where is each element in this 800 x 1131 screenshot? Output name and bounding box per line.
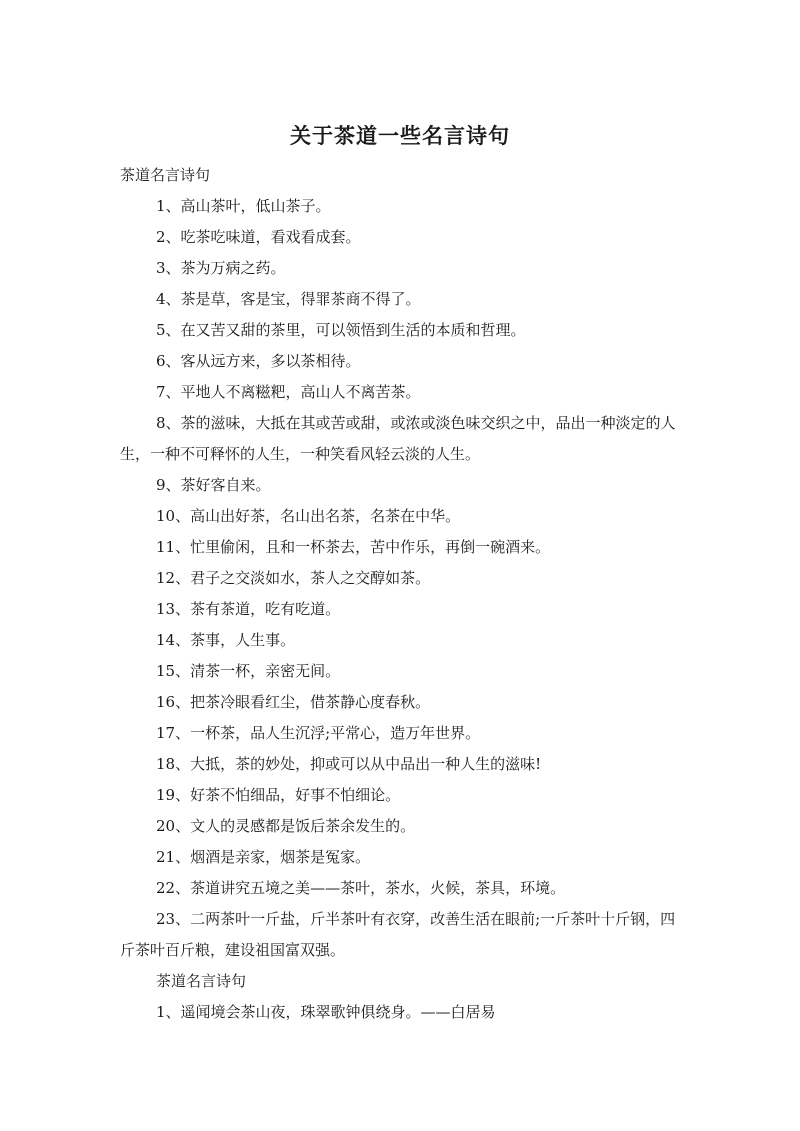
list-item: 15、清茶一杯，亲密无间。 xyxy=(156,662,341,680)
list-item: 19、好茶不怕细品，好事不怕细论。 xyxy=(156,786,401,804)
list-item: 16、把茶冷眼看红尘，借茶静心度春秋。 xyxy=(156,693,431,711)
document-body xyxy=(120,160,690,1028)
list-item: 6、客从远方来，多以茶相待。 xyxy=(156,352,361,370)
list-item: 11、忙里偷闲，且和一杯茶去，苦中作乐，再倒一碗酒来。 xyxy=(156,538,551,556)
list-item: 18、大抵，茶的妙处，抑或可以从中品出一种人生的滋味! xyxy=(156,755,542,773)
list-item: 22、茶道讲究五境之美——茶叶，茶水，火候，茶具，环境。 xyxy=(156,879,566,897)
list-item: 5、在又苦又甜的茶里，可以领悟到生活的本质和哲理。 xyxy=(156,321,526,339)
section-heading: 茶道名言诗句 xyxy=(120,166,211,184)
list-item: 23、二两茶叶一斤盐，斤半茶叶有衣穿，改善生活在眼前;一斤茶叶十斤钢，四斤茶叶百斤粮，建设祖国富双强。 xyxy=(120,910,676,959)
list-item: 13、茶有茶道，吃有吃道。 xyxy=(156,600,341,618)
list-item: 2、吃茶吃味道，看戏看成套。 xyxy=(156,228,361,246)
list-item: 3、茶为万病之药。 xyxy=(156,259,286,277)
list-item: 14、茶事，人生事。 xyxy=(156,631,296,649)
list-item: 4、茶是草，客是宝，得罪茶商不得了。 xyxy=(156,290,421,308)
list-item: 20、文人的灵感都是饭后茶余发生的。 xyxy=(156,817,416,835)
list-item: 8、茶的滋味，大抵在其或苦或甜，或浓或淡色味交织之中，品出一种淡定的人生，一种不可释怀的人生，一种笑看风轻云淡的人生。 xyxy=(120,414,676,463)
list-item: 12、君子之交淡如水，茶人之交醇如茶。 xyxy=(156,569,431,587)
list-item: 21、烟酒是亲家，烟茶是冤家。 xyxy=(156,848,371,866)
list-item: 1、遥闻境会茶山夜，珠翠歌钟俱绕身。——白居易 xyxy=(156,1003,496,1021)
list-item: 7、平地人不离糍粑，高山人不离苦茶。 xyxy=(156,383,421,401)
section-heading: 茶道名言诗句 xyxy=(156,972,247,990)
list-item: 1、高山茶叶，低山茶子。 xyxy=(156,197,331,215)
list-item: 17、一杯茶，品人生沉浮;平常心，造万年世界。 xyxy=(156,724,481,742)
page-title: 关于茶道一些名言诗句 xyxy=(290,124,510,148)
list-item: 10、高山出好茶，名山出名茶，名茶在中华。 xyxy=(156,507,461,525)
list-item: 9、茶好客自来。 xyxy=(156,476,271,494)
